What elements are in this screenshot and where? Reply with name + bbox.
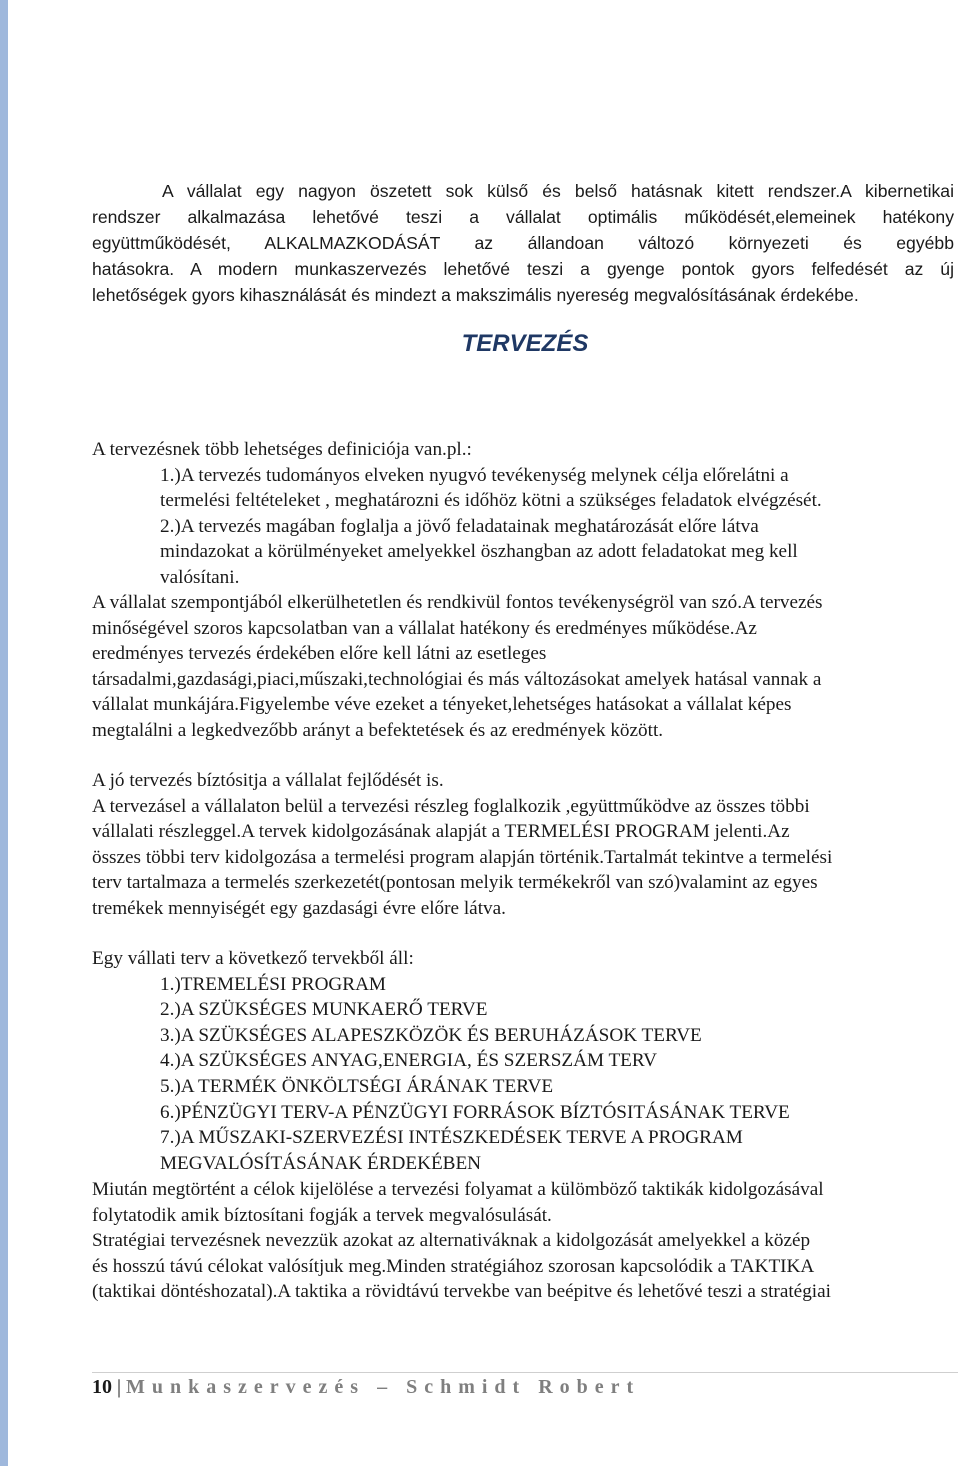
plan-list-item: 1.)TREMELÉSI PROGRAM — [160, 973, 386, 995]
paragraph-planning-dept — [92, 768, 954, 922]
paragraph-importance — [92, 590, 954, 744]
paragraph-line: A tervezásel a vállalaton belül a tervezési részleg foglalkozik ,együttműködve az összes többi — [92, 795, 810, 817]
plan-list-item: 5.)A TERMÉK ÖNKÖLTSÉGI ÁRÁNAK TERVE — [160, 1075, 554, 1097]
plan-list-item: 2.)A SZÜKSÉGES MUNKAERŐ TERVE — [160, 999, 488, 1021]
footer-divider — [92, 1372, 958, 1373]
definition-line: 1.)A tervezés tudományos elveken nyugvó tevékenység melynek célja előrelátni a — [160, 464, 789, 486]
footer-title: Munkaszervezés – Schmidt Robert — [126, 1376, 641, 1398]
plan-list-lead: Egy vállati terv a következő tervekből áll: — [92, 948, 414, 969]
intro-line: lehetőségek gyors kihasználását és mindezt a makszimális nyereség megvalósításának érdekébe. — [92, 285, 859, 305]
definitions-lead: A tervezésnek több lehetséges definiciója van.pl.: — [92, 439, 472, 460]
footer-separator: | — [117, 1376, 122, 1398]
paragraph-line: összes többi terv kidolgozása a termelési program alapján történik.Tartalmát tekintve a termelési — [92, 846, 833, 868]
definition-line: 2.)A tervezés magában foglalja a jövő feladatainak meghatározását előre látva — [160, 515, 759, 537]
plan-list-item: MEGVALÓSÍTÁSÁNAK ÉRDEKÉBEN — [160, 1152, 482, 1174]
paragraph-line: Stratégiai tervezésnek nevezzük azokat az alternativáknak a kidolgozását amelyekkel a közép — [92, 1230, 811, 1252]
page-number: 10 — [92, 1376, 112, 1398]
paragraph-line: társadalmi,gazdasági,piaci,műszaki,technológiai és más változásokat amelyek hatásal vannak a — [92, 668, 822, 690]
intro-line: A vállalat egy nagyon öszetett sok külső és belső hatásnak kitett rendszer.A kibernetikai — [162, 181, 954, 201]
paragraph-strategy — [92, 1177, 954, 1305]
paragraph-line: folytatodik amik bíztosítani fogják a tervek megvalósulását. — [92, 1204, 552, 1226]
paragraph-line: (taktikai döntéshozatal).A taktika a rövidtávú tervekbe van beépitve és lehetővé teszi a stratégiai — [92, 1281, 831, 1303]
paragraph-line: minőségével szoros kapcsolatban van a vállalat hatékony és eredményes működése.Az — [92, 617, 757, 639]
intro-line: együttműködését, ALKALMAZKODÁSÁT az állandoan változó környezeti és egyébb — [92, 233, 954, 253]
paragraph-line: eredményes tervezés érdekében előre kell látni az esetleges — [92, 643, 547, 665]
plan-list-block — [92, 946, 954, 1176]
paragraph-line: megtalálni a legkedvezőbb arányt a befektetések és az eredmények között. — [92, 719, 664, 741]
definition-line: mindazokat a körülményeket amelyekkel öszhangban az adott feladatokat meg kell — [160, 541, 798, 563]
section-heading: TERVEZÉS — [461, 330, 589, 357]
paragraph-line: vállalati részleggel.A tervek kidolgozásának alapját a TERMELÉSI PROGRAM jelenti.Az — [92, 821, 790, 843]
plan-list-item: 7.)A MŰSZAKI-SZERVEZÉSI INTÉSZKEDÉSEK TERVE A PROGRAM — [160, 1127, 743, 1149]
plan-list-item: 4.)A SZÜKSÉGES ANYAG,ENERGIA, ÉS SZERSZÁM TERV — [160, 1050, 658, 1072]
paragraph-line: Miután megtörtént a célok kijelölése a tervezési folyamat a külömböző taktikák kidolgozásával — [92, 1179, 824, 1200]
paragraph-line: A jó tervezés bíztósitja a vállalat fejlődését is. — [92, 770, 444, 791]
intro-line: rendszer alkalmazása lehetővé teszi a vállalat optimális működését,elemeinek hatékony — [92, 207, 954, 227]
definitions-block — [92, 437, 954, 591]
plan-list-item: 3.)A SZÜKSÉGES ALAPESZKÖZÖK ÉS BERUHÁZÁSOK TERVE — [160, 1024, 702, 1046]
paragraph-line: terv tartalmaza a termelés szerkezetét(pontosan melyik termékekről van szó)valamint az egyes — [92, 872, 818, 894]
plan-list-item: 6.)PÉNZÜGYI TERV-A PÉNZÜGYI FORRÁSOK BÍZTÓSITÁSÁNAK TERVE — [160, 1101, 790, 1123]
intro-line: hatásokra. A modern munkaszervezés lehetővé teszi a gyenge pontok gyors felfedését az új — [92, 259, 954, 279]
definition-line: valósítani. — [160, 566, 240, 588]
intro-paragraph — [92, 178, 954, 308]
page-footer — [92, 1376, 640, 1399]
paragraph-line: A vállalat szempontjából elkerülhetetlen és rendkivül fontos tevékenységröl van szó.A tervezés — [92, 592, 823, 613]
definition-line: termelési feltételeket , meghatározni és időhöz kötni a szükséges feladatok elvégzését. — [160, 490, 822, 512]
paragraph-line: vállalat munkájára.Figyelembe véve ezeket a tényeket,lehetséges hatásokat a vállalat képes — [92, 694, 792, 716]
left-margin-bar — [0, 0, 8, 1466]
paragraph-line: és hosszú távú célokat valósítjuk meg.Minden stratégiához szorosan kapcsolódik a TAKTIKA — [92, 1255, 815, 1277]
paragraph-line: tremékek mennyiségét egy gazdasági évre előre látva. — [92, 897, 506, 919]
